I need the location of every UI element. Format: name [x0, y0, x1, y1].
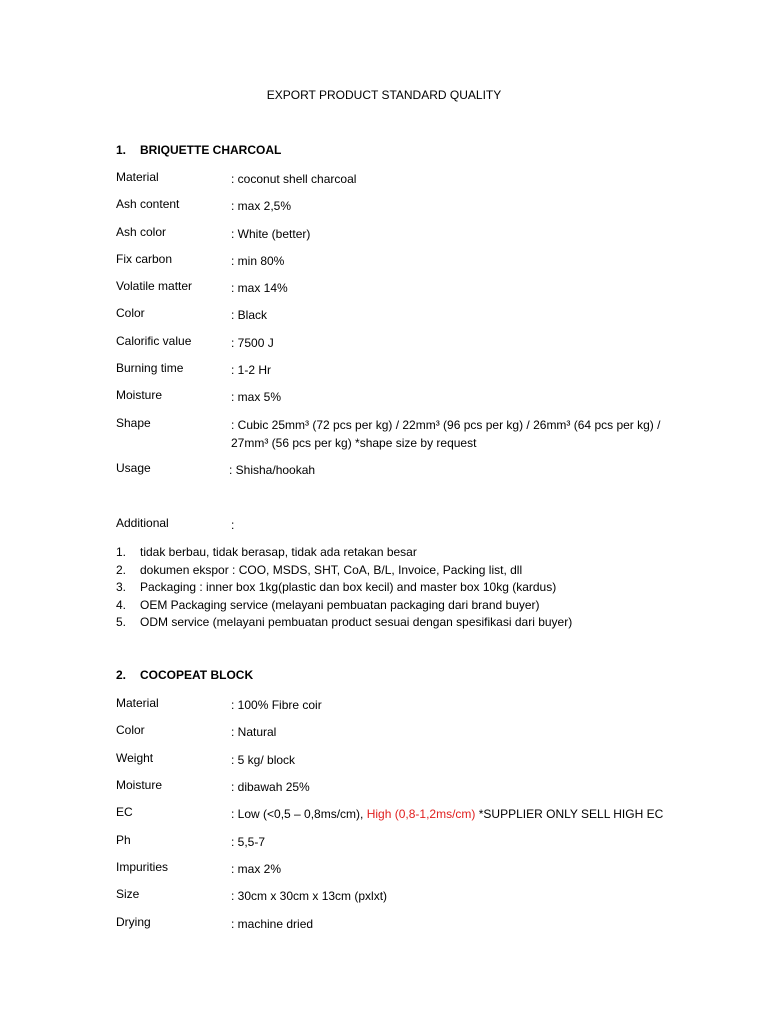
list-text: ODM service (melayani pembuatan product sesuai dengan spesifikasi dari buyer) — [140, 615, 573, 630]
spec-label: Color — [116, 723, 145, 737]
spec-label: Shape — [116, 416, 151, 430]
ec-value-note: *SUPPLIER ONLY SELL HIGH EC — [475, 807, 664, 821]
spec-row-impurities — [116, 860, 696, 878]
spec-value: : 5,5-7 — [231, 835, 266, 849]
spec-row-material — [116, 170, 696, 188]
ec-value-low: : Low (<0,5 – 0,8ms/cm), — [231, 807, 367, 821]
spec-value — [231, 805, 686, 823]
spec-value: : max 2,5% — [231, 199, 292, 213]
spec-value: : max 14% — [231, 281, 288, 295]
spec-label: Volatile matter — [116, 279, 193, 293]
spec-row-ash-color — [116, 225, 696, 243]
spec-row-fix-carbon — [116, 252, 696, 270]
spec-value: : Natural — [231, 725, 277, 739]
spec-label: Material — [116, 170, 159, 184]
spec-label: Moisture — [116, 778, 163, 792]
list-number: 2. — [116, 562, 127, 577]
list-number: 4. — [116, 597, 127, 612]
spec-value: : 100% Fibre coir — [231, 698, 322, 712]
section-title: BRIQUETTE CHARCOAL — [140, 143, 282, 157]
spec-row-moisture — [116, 388, 696, 406]
spec-label: Material — [116, 696, 159, 710]
section-title: COCOPEAT BLOCK — [140, 668, 254, 682]
spec-row-additional — [116, 516, 696, 534]
spec-label: Burning time — [116, 361, 184, 375]
spec-value: : 5 kg/ block — [231, 753, 296, 767]
document-title: EXPORT PRODUCT STANDARD QUALITY — [266, 88, 502, 102]
spec-label: EC — [116, 805, 133, 819]
spec-value: : 7500 J — [231, 336, 274, 350]
section-heading-cocopeat — [116, 668, 253, 682]
ec-value-high-highlight: High (0,8-1,2ms/cm) — [366, 807, 476, 821]
spec-value: : max 5% — [231, 390, 282, 404]
spec-row-ash-content — [116, 197, 696, 215]
spec-row-color — [116, 723, 696, 741]
list-item — [116, 544, 572, 562]
spec-value: : dibawah 25% — [231, 780, 310, 794]
additional-list — [116, 544, 572, 632]
spec-label: Color — [116, 306, 145, 320]
list-text: dokumen ekspor : COO, MSDS, SHT, CoA, B/L, Invoice, Packing list, dll — [140, 562, 523, 577]
list-text: OEM Packaging service (melayani pembuatan packaging dari brand buyer) — [140, 597, 540, 612]
spec-value: : — [231, 518, 235, 532]
spec-row-burning-time — [116, 361, 696, 379]
spec-label: Drying — [116, 915, 151, 929]
list-number: 5. — [116, 615, 127, 630]
list-item — [116, 597, 572, 615]
section-number: 1. — [116, 143, 127, 157]
spec-row-usage — [116, 461, 696, 479]
spec-value: : machine dried — [231, 917, 314, 931]
spec-row-drying — [116, 915, 696, 933]
spec-row-size — [116, 887, 696, 905]
section-heading-briquette — [116, 143, 281, 157]
spec-value: : 30cm x 30cm x 13cm (pxlxt) — [231, 889, 388, 903]
spec-row-material — [116, 696, 696, 714]
spec-row-ec — [116, 805, 696, 823]
section-number: 2. — [116, 668, 127, 682]
list-item — [116, 614, 572, 632]
spec-value: : Cubic 25mm³ (72 pcs per kg) / 22mm³ (96 pcs per kg) / 26mm³ (64 pcs per kg) / 27mm³ (56 pcs per kg) *shape size by request — [231, 418, 661, 450]
spec-row-ph — [116, 833, 696, 851]
spec-value: : 1-2 Hr — [231, 363, 272, 377]
list-item — [116, 562, 572, 580]
spec-label: Ph — [116, 833, 131, 847]
spec-label: Size — [116, 887, 140, 901]
spec-row-shape — [116, 416, 696, 452]
list-item — [116, 579, 572, 597]
spec-label: Weight — [116, 751, 154, 765]
spec-label: Ash content — [116, 197, 180, 211]
spec-value: : White (better) — [231, 227, 311, 241]
spec-value: : min 80% — [231, 254, 285, 268]
spec-row-weight — [116, 751, 696, 769]
spec-value: : max 2% — [231, 862, 282, 876]
spec-label: Additional — [116, 516, 169, 530]
spec-value: : Black — [231, 308, 268, 322]
spec-value: : coconut shell charcoal — [231, 172, 357, 186]
spec-label: Fix carbon — [116, 252, 173, 266]
spec-label: Calorific value — [116, 334, 192, 348]
spec-label: Usage — [116, 461, 151, 475]
spec-row-volatile-matter — [116, 279, 696, 297]
list-text: Packaging : inner box 1kg(plastic dan box kecil) and master box 10kg (kardus) — [140, 580, 557, 595]
spec-label: Impurities — [116, 860, 169, 874]
spec-label: Ash color — [116, 225, 167, 239]
list-number: 1. — [116, 545, 127, 559]
spec-row-calorific-value — [116, 334, 696, 352]
spec-row-moisture — [116, 778, 696, 796]
spec-row-color — [116, 306, 696, 324]
list-text: tidak berbau, tidak berasap, tidak ada retakan besar — [140, 545, 417, 559]
spec-label: Moisture — [116, 388, 163, 402]
list-number: 3. — [116, 580, 127, 595]
spec-value: : Shisha/hookah — [229, 463, 316, 477]
